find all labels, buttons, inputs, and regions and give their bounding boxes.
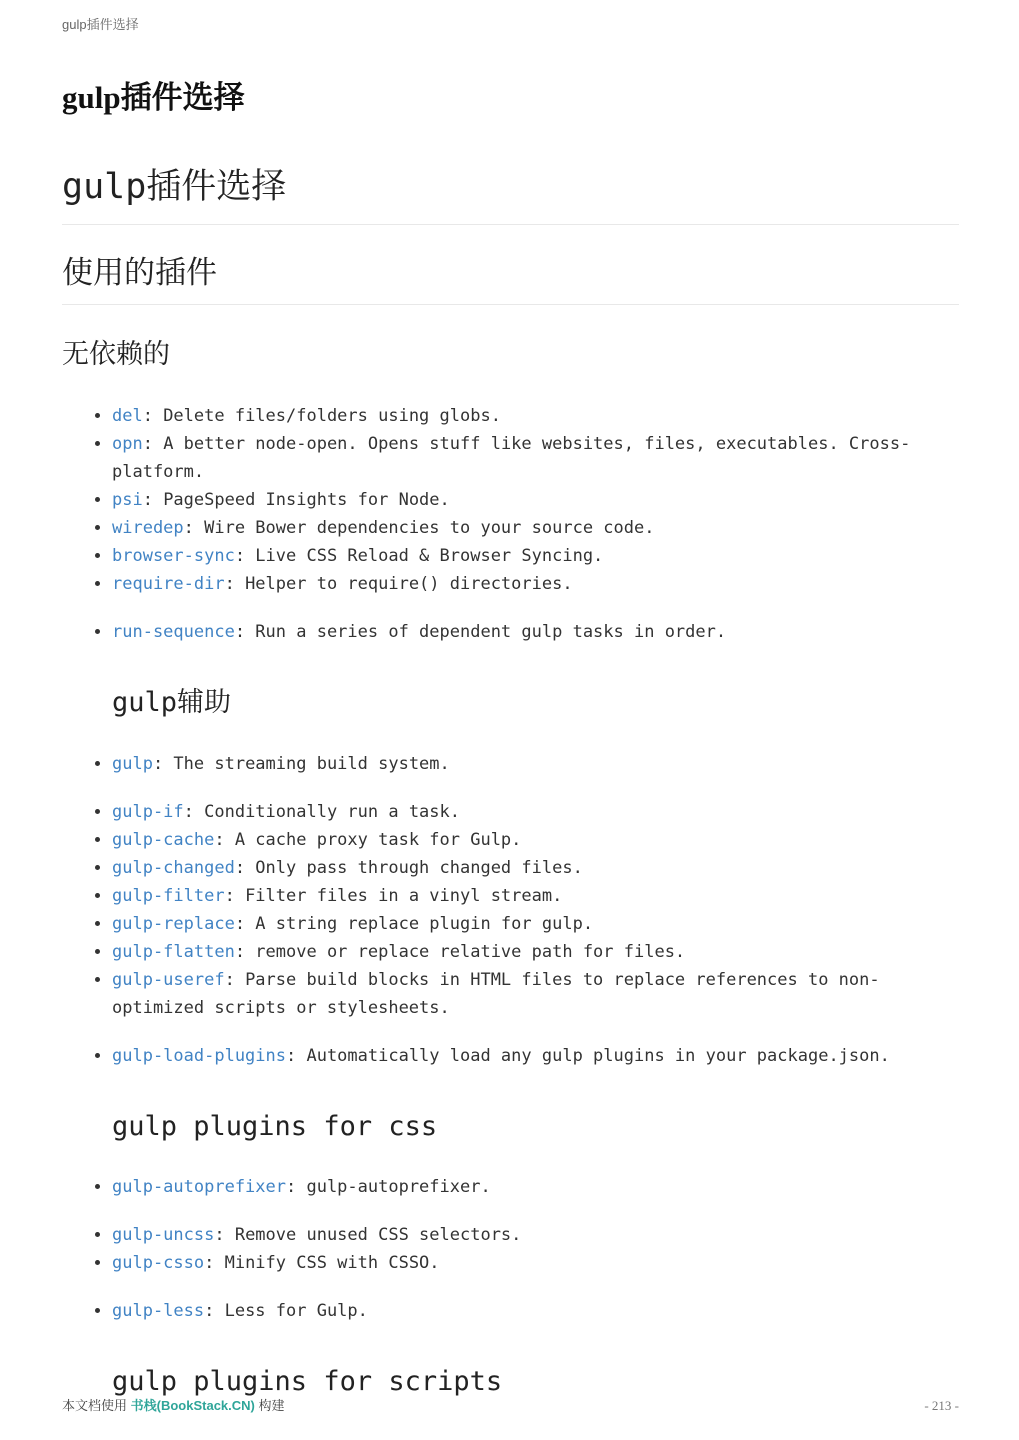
plugin-link-run-sequence[interactable]: run-sequence (112, 621, 235, 642)
list-item (112, 1173, 959, 1201)
list-item (112, 882, 959, 910)
plugin-link-browser-sync[interactable]: browser-sync (112, 545, 235, 566)
plugin-link-gulp-csso[interactable]: gulp-csso (112, 1253, 205, 1274)
list-item (112, 486, 959, 514)
plugin-desc: : Only pass through changed files. (234, 857, 583, 878)
plugin-desc: : A cache proxy task for Gulp. (214, 829, 522, 850)
plugin-desc: : gulp-autoprefixer. (286, 1177, 491, 1198)
plugin-link-psi[interactable]: psi (112, 489, 143, 510)
list-item (112, 402, 959, 430)
plugin-link-require-dir[interactable]: require-dir (112, 573, 225, 594)
running-header: gulp插件选择 (62, 17, 139, 32)
list-item (112, 1297, 959, 1325)
list-item (112, 826, 959, 854)
list-item (112, 570, 959, 598)
plugin-desc: : The streaming build system. (152, 753, 450, 774)
plugin-desc: : Helper to require() directories. (224, 573, 573, 594)
section-heading-gulp-helper: gulp辅助 (112, 686, 232, 718)
footer-build-note (62, 1395, 285, 1414)
plugin-link-del[interactable]: del (112, 405, 143, 426)
list-item (112, 854, 959, 882)
plugin-link-wiredep[interactable]: wiredep (112, 517, 184, 538)
section-heading-css-plugins: gulp plugins for css (112, 1110, 438, 1142)
plugin-link-gulp-changed[interactable]: gulp-changed (112, 857, 235, 878)
list-item (112, 514, 959, 542)
plugin-list-no-deps (62, 402, 959, 646)
plugin-desc: : A string replace plugin for gulp. (234, 913, 594, 934)
plugin-desc: : A better node-open. Opens stuff like websites, files, executables. Cross-platform. (112, 433, 911, 482)
plugin-link-gulp-less[interactable]: gulp-less (112, 1301, 205, 1322)
section-heading-script-plugins: gulp plugins for scripts (112, 1366, 503, 1398)
document-title-cjk: 插件选择 (120, 80, 245, 115)
plugin-list-css (62, 1173, 959, 1325)
list-item (112, 542, 959, 570)
section-heading-no-deps: 无依赖的 (62, 339, 170, 371)
footer-prefix: 本文档使用 (62, 1398, 128, 1413)
list-item (112, 750, 959, 778)
page-footer (62, 1395, 959, 1414)
plugin-link-opn[interactable]: opn (112, 433, 143, 454)
list-item (112, 938, 959, 966)
plugin-link-gulp-if[interactable]: gulp-if (112, 801, 184, 822)
plugin-link-gulp-cache[interactable]: gulp-cache (112, 829, 215, 850)
plugin-desc: : Delete files/folders using globs. (142, 405, 501, 426)
list-item (112, 430, 959, 486)
bookstack-brand-link[interactable]: 书栈(BookStack.CN) (130, 1398, 255, 1413)
plugin-link-gulp-useref[interactable]: gulp-useref (112, 969, 225, 990)
footer-suffix: 构建 (258, 1398, 285, 1413)
list-item (112, 966, 959, 1022)
plugin-link-gulp-replace[interactable]: gulp-replace (112, 913, 235, 934)
plugin-desc: : Filter files in a vinyl stream. (224, 885, 563, 906)
plugin-desc: : Parse build blocks in HTML files to replace references to non-optimized scripts or stylesheets. (112, 969, 880, 1018)
list-item (112, 1042, 959, 1070)
plugin-desc: : PageSpeed Insights for Node. (142, 489, 450, 510)
plugin-link-gulp-filter[interactable]: gulp-filter (112, 885, 225, 906)
list-item (112, 1221, 959, 1249)
plugin-desc: : Run a series of dependent gulp tasks in order. (234, 621, 727, 642)
document-title (62, 79, 959, 116)
list-item (112, 910, 959, 938)
plugin-list-gulp-helper (62, 750, 959, 1070)
plugin-link-gulp-autoprefixer[interactable]: gulp-autoprefixer (112, 1177, 286, 1198)
document-title-latin: gulp (62, 80, 121, 115)
plugin-desc: : Less for Gulp. (204, 1301, 368, 1322)
plugin-link-gulp-uncss[interactable]: gulp-uncss (112, 1225, 215, 1246)
plugin-desc: : Remove unused CSS selectors. (214, 1225, 522, 1246)
plugin-desc: : remove or replace relative path for files. (234, 941, 686, 962)
list-item (112, 618, 959, 646)
plugin-desc: : Automatically load any gulp plugins in your package.json. (286, 1045, 890, 1066)
plugin-desc: : Minify CSS with CSSO. (204, 1253, 440, 1274)
page-title-h1: gulp插件选择 (62, 166, 959, 225)
page-number: - 213 - (924, 1398, 959, 1413)
plugin-link-gulp-load-plugins[interactable]: gulp-load-plugins (112, 1045, 286, 1066)
list-item (112, 798, 959, 826)
plugin-link-gulp-flatten[interactable]: gulp-flatten (112, 941, 235, 962)
plugin-desc: : Conditionally run a task. (183, 801, 460, 822)
list-item (112, 1249, 959, 1277)
plugin-desc: : Wire Bower dependencies to your source code. (183, 517, 655, 538)
plugin-link-gulp[interactable]: gulp (112, 753, 153, 774)
section-heading-used-plugins: 使用的插件 (62, 255, 959, 305)
plugin-desc: : Live CSS Reload & Browser Syncing. (234, 545, 604, 566)
